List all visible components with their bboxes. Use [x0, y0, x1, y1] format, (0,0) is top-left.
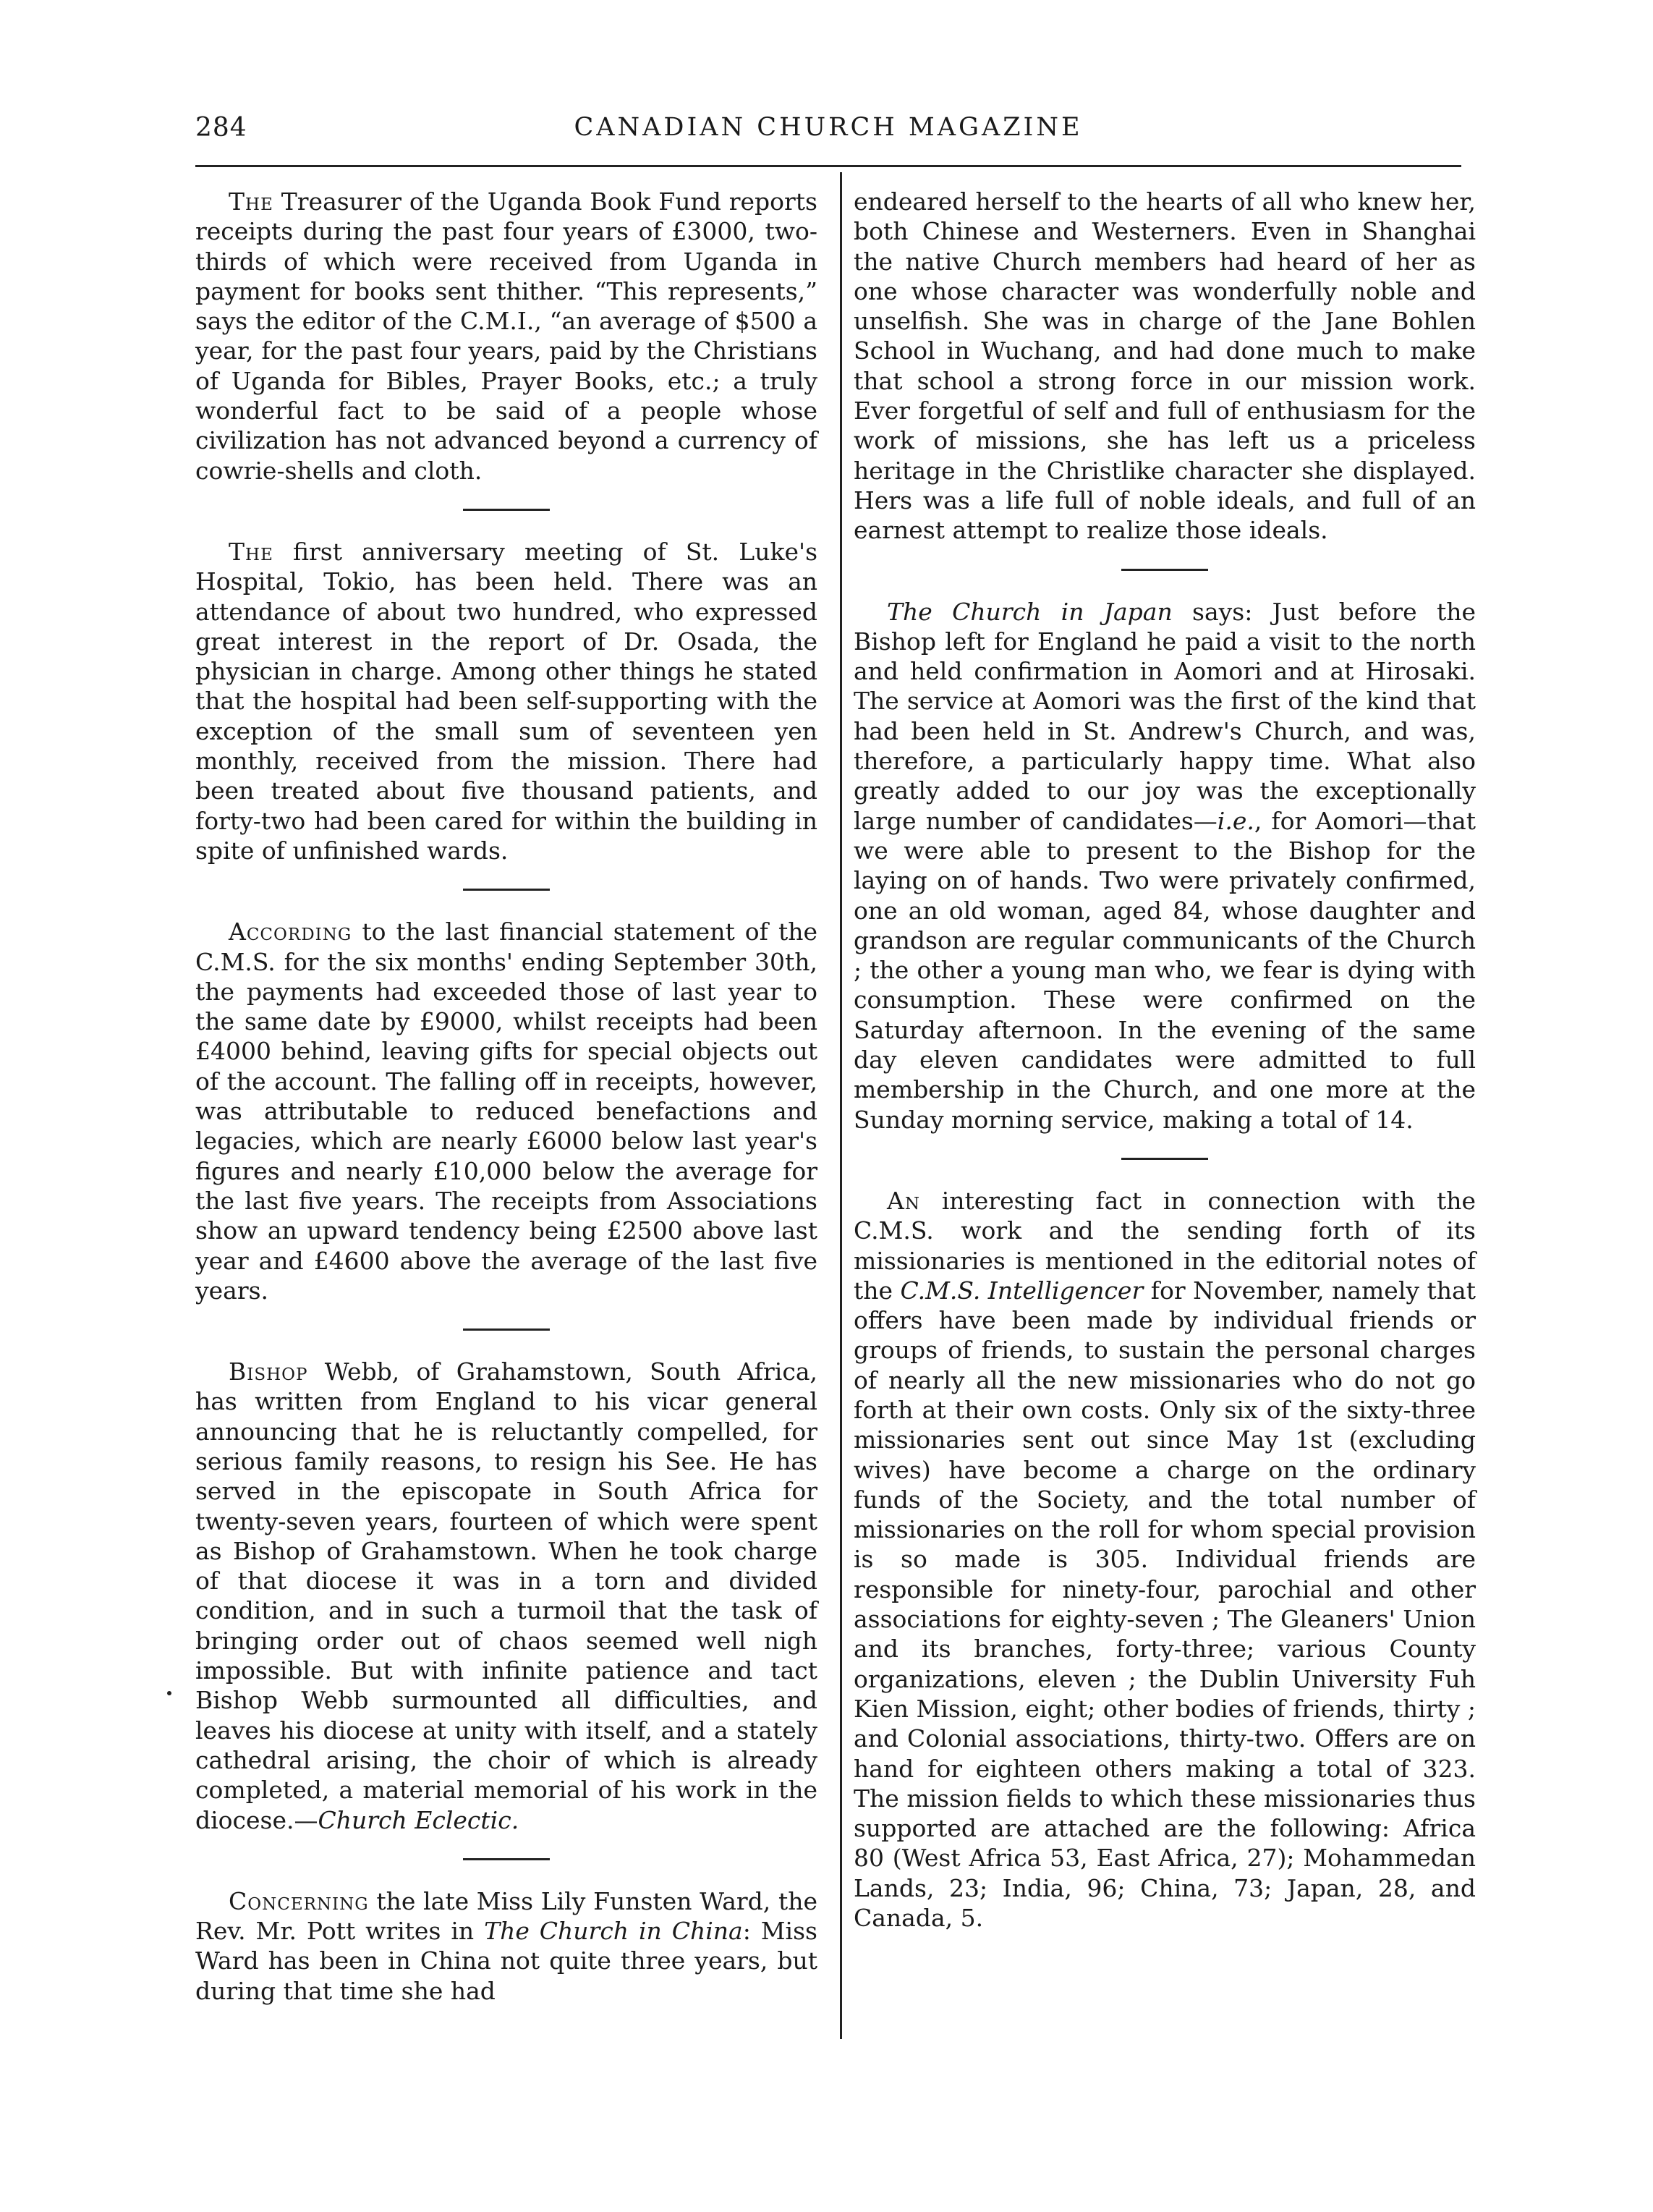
section-separator [463, 889, 550, 891]
article-text: , for Aomori—that we were able to present to the Bishop for the laying on of hands. Two were privately confirmed, one an old woman, aged 84, whose daughter and grandson are regular communicants of the Church ; the other a young man who, we fear is dying with consumption. These were confirmed on the Saturday afternoon. In the evening of the same day eleven candidates were admitted to full membership in the Church, and one more at the Sunday morning service, making a total of 14. [854, 806, 1476, 1134]
lead-word: Concerning [229, 1886, 369, 1915]
article-miss-ward-continued [854, 187, 1476, 546]
page-number: 284 [195, 113, 247, 143]
section-separator [463, 509, 550, 511]
article-text: Webb, of Grahamstown, South Africa, has written from England to his vicar general announcing that he is reluctantly compelled, for serious family reasons, to resign his See. He has served in the episcopate in South Africa for twenty-seven years, fourteen of which were spent as Bishop of Grahamstown. When he took charge of that diocese it was in a torn and divided condition, and in such a turmoil that the task of bringing order out of chaos seemed well nigh impossible. But with infinite patience and tact Bishop Webb surmounted all difficulties, and leaves his diocese at unity with itself, and a stately cathedral arising, the choir of which is already completed, a material memorial of his work in the diocese.— [195, 1357, 817, 1834]
lead-word: The [229, 537, 273, 566]
magazine-title: CANADIAN CHURCH MAGAZINE [574, 113, 1083, 142]
article-text: Treasurer of the Uganda Book Fund reports receipts during the past four years of £3000, two-thirds of which were received from Uganda in payment for books sent thither. “This represents,” says the editor of the C.M.I., “an average of $500 a year, for the past four years, paid by the Christians of Uganda for Bibles, Prayer Books, etc.; a truly wonderful fact to be said of a people whose civilization has not advanced beyond a currency of cowrie-shells and cloth. [195, 187, 817, 485]
left-column [195, 187, 817, 2006]
section-separator [463, 1329, 550, 1331]
source-citation: The Church in China [484, 1917, 743, 1946]
article-text: first anniversary meeting of St. Luke's Hospital, Tokio, has been held. There was an attendance of about two hundred, who expressed great interest in the report of Dr. Osada, the physician in charge. Among other things he stated that the hospital had been self-supporting with the exception of the small sum of seventeen yen monthly, received from the mission. There had been treated about five thousand patients, and forty-two had been cared for within the building in spite of unfinished wards. [195, 537, 818, 865]
source-citation: C.M.S. Intelligencer [900, 1276, 1144, 1305]
lead-word: An [887, 1186, 920, 1215]
article-text: to the last financial statement of the C.M.S. for the six months' ending September 30th, the payments had exceeded those of last year to the same date by £9000, whilst receipts had been £4000 behind, leaving gifts for special objects out of the account. The falling off in receipts, however, was attributable to reduced benefactions and legacies, which are nearly £6000 below last year's figures and nearly £10,000 below the average for the last five years. The receipts from Associations show an upward tendency being £2500 above last year and £4600 above the average of the last five years. [195, 918, 817, 1305]
article-text: endeared herself to the hearts of all who knew her, both Chinese and Westerners. Even in Shanghai the native Church members had heard of her as one whose character was wonderfully noble and unselfish. She was in charge of the Jane Bohlen School in Wuchang, and had done much to make that school a strong force in our mission work. Ever forgetful of self and full of enthusiasm for the work of missions, she has left us a priceless heritage in the Christlike character she displayed. Hers was a life full of noble ideals, and full of an earnest attempt to realize those ideals. [854, 187, 1476, 545]
abbreviation: i.e. [1217, 806, 1254, 835]
lead-word: The [229, 187, 273, 216]
lead-word: Bishop [229, 1357, 308, 1386]
source-citation: The Church in Japan [887, 597, 1173, 626]
article-st-lukes-hospital [195, 537, 817, 865]
article-text: the late Miss Lily Funsten Ward, the Rev. Mr. Pott writes in [195, 1886, 817, 1946]
source-citation: Church Eclectic. [318, 1805, 519, 1834]
article-text: for November, namely that offers have been made by individual friends or groups of friends, to sustain the personal charges of nearly all the new missionaries who do not go forth at their own costs. Only six of the sixty-three missionaries sent out since May 1st (excluding wives) have become a charge on the ordinary funds of the Society, and the total number of missionaries on the roll for whom special provision is so made is 305. Individual friends are responsible for ninety-four, parochial and other associations for eighty-seven ; The Gleaners' Union and its branches, forty-three; various County organizations, eleven ; the Dublin University Fuh Kien Mission, eight; other bodies of friends, thirty ; and Colonial associations, thirty-two. Offers are on hand for eighteen others making a total of 323. The mission fields to which these missionaries thus supported are attached are the following: Africa 80 (West Africa 53, East Africa, 27); Mohammedan Lands, 23; India, 96; China, 73; Japan, 28, and Canada, 5. [854, 1276, 1476, 1933]
page-header [195, 113, 1461, 164]
article-text: interesting fact in connection with the C.M.S. work and the sending forth of its missionaries is mentioned in the editorial notes of the [854, 1186, 1476, 1305]
column-divider [840, 172, 842, 2039]
article-uganda-book-fund [195, 187, 817, 486]
article-cms-finance [195, 917, 817, 1305]
section-separator [1121, 1158, 1208, 1160]
article-church-in-japan [854, 597, 1476, 1135]
margin-dot [167, 1691, 171, 1695]
article-bishop-webb [195, 1357, 817, 1835]
article-text: : Miss Ward has been in China not quite three years, but during that time she had [195, 1917, 817, 2005]
article-miss-ward [195, 1886, 817, 2006]
section-separator [1121, 569, 1208, 571]
section-separator [463, 1858, 550, 1860]
right-column [854, 187, 1476, 1933]
article-cms-missionaries [854, 1186, 1476, 1933]
header-rule [195, 165, 1461, 167]
lead-word: According [229, 918, 352, 946]
article-text: says: Just before the Bishop left for England he paid a visit to the north and held confirmation in Aomori and at Hirosaki. The service at Aomori was the first of the kind that had been held in St. Andrew's Church, and was, therefore, a particularly happy time. What also greatly added to our joy was the exceptionally large number of candidates— [854, 597, 1476, 835]
